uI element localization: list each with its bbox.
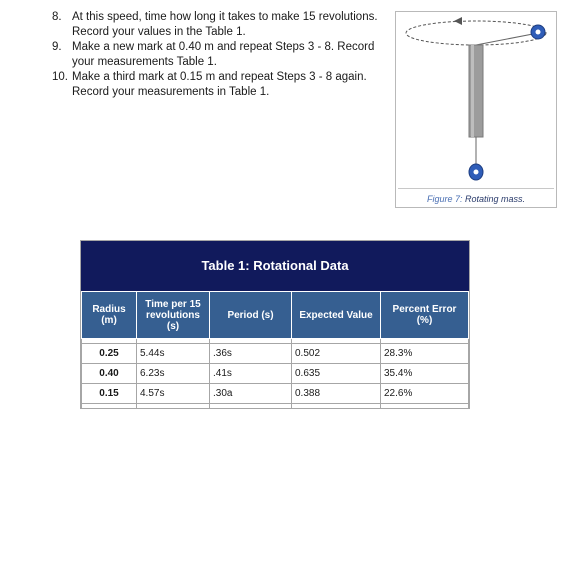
step-text: At this speed, time how long it takes to make 15 revolutions. Record your values in the Table 1. — [72, 11, 378, 38]
cell-expected: 0.388 — [292, 384, 381, 404]
column-header-expected: Expected Value — [292, 292, 381, 339]
cell-period: .41s — [210, 364, 292, 384]
table-row — [82, 384, 469, 404]
column-header-time: Time per 15 revolutions (s) — [137, 292, 210, 339]
data-table — [81, 291, 469, 408]
table-row — [82, 344, 469, 364]
table-spacer — [82, 404, 469, 409]
step-10 — [52, 70, 392, 100]
rotational-data-table — [80, 240, 470, 409]
step-number: 10. — [52, 71, 68, 83]
cell-radius: 0.40 — [82, 364, 137, 384]
cell-time: 5.44s — [137, 344, 210, 364]
step-text: Make a new mark at 0.40 m and repeat Steps 3 - 8. Record your measurements Table 1. — [72, 41, 375, 68]
cell-expected: 0.502 — [292, 344, 381, 364]
cell-time: 6.23s — [137, 364, 210, 384]
step-text: Make a third mark at 0.15 m and repeat Steps 3 - 8 again. Record your measurements in Table 1. — [72, 71, 367, 98]
table-header-row — [82, 292, 469, 339]
instruction-steps — [52, 10, 392, 100]
figure-divider — [398, 188, 554, 189]
column-header-radius: Radius (m) — [82, 292, 137, 339]
table-row — [82, 364, 469, 384]
cell-percent-error: 22.6% — [381, 384, 469, 404]
figure-caption — [396, 194, 556, 204]
cell-percent-error: 35.4% — [381, 364, 469, 384]
cell-period: .30a — [210, 384, 292, 404]
cell-expected: 0.635 — [292, 364, 381, 384]
step-8 — [52, 10, 392, 40]
cell-radius: 0.25 — [82, 344, 137, 364]
table-title: Table 1: Rotational Data — [81, 241, 469, 291]
rotating-mass-illustration — [396, 12, 556, 188]
figure-rotating-mass — [395, 11, 557, 208]
cell-percent-error: 28.3% — [381, 344, 469, 364]
cell-radius: 0.15 — [82, 384, 137, 404]
figure-label: Figure 7: — [426, 194, 463, 204]
column-header-period: Period (s) — [210, 292, 292, 339]
cell-time: 4.57s — [137, 384, 210, 404]
column-header-percent-error: Percent Error (%) — [381, 292, 469, 339]
cell-period: .36s — [210, 344, 292, 364]
step-number: 8. — [52, 11, 62, 23]
figure-caption-text: Rotating mass. — [465, 194, 526, 204]
step-9 — [52, 40, 392, 70]
step-number: 9. — [52, 41, 62, 53]
